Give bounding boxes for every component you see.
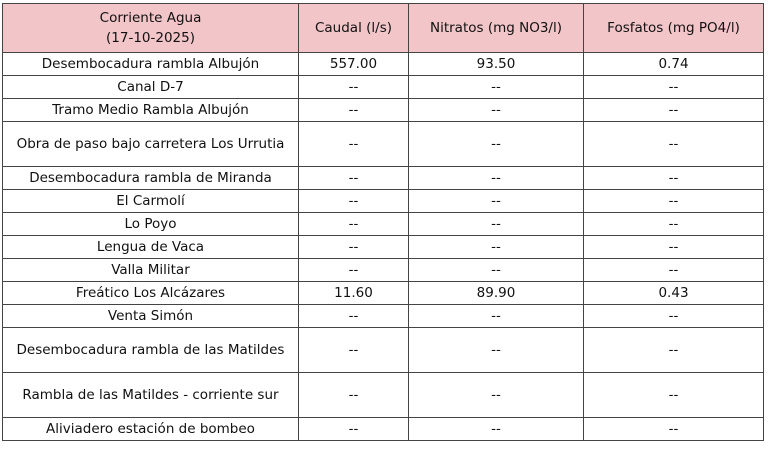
cell-fosfatos: --	[584, 167, 764, 190]
cell-location: Valla Militar	[3, 259, 299, 282]
cell-nitratos: --	[409, 213, 584, 236]
table-row	[3, 259, 764, 282]
cell-nitratos: 89.90	[409, 282, 584, 305]
cell-location: Rambla de las Matildes - corriente sur	[3, 373, 299, 418]
header-location	[3, 4, 299, 53]
cell-nitratos: --	[409, 259, 584, 282]
cell-nitratos: --	[409, 305, 584, 328]
cell-location: El Carmolí	[3, 190, 299, 213]
header-caudal: Caudal (l/s)	[299, 4, 409, 53]
cell-location: Lengua de Vaca	[3, 236, 299, 259]
header-location-title: Corriente Agua	[99, 9, 202, 26]
cell-fosfatos: --	[584, 190, 764, 213]
cell-caudal: --	[299, 418, 409, 441]
table-row	[3, 282, 764, 305]
cell-nitratos: --	[409, 373, 584, 418]
cell-nitratos: 93.50	[409, 53, 584, 76]
cell-fosfatos: --	[584, 328, 764, 373]
cell-nitratos: --	[409, 236, 584, 259]
water-quality-table	[2, 3, 764, 441]
cell-nitratos: --	[409, 76, 584, 99]
cell-caudal: --	[299, 213, 409, 236]
cell-nitratos: --	[409, 167, 584, 190]
table-row	[3, 373, 764, 418]
cell-caudal: --	[299, 190, 409, 213]
cell-fosfatos: --	[584, 418, 764, 441]
cell-caudal: --	[299, 76, 409, 99]
table-row	[3, 236, 764, 259]
table-header-row	[3, 4, 764, 53]
table-row	[3, 53, 764, 76]
cell-nitratos: --	[409, 418, 584, 441]
table-row	[3, 190, 764, 213]
cell-fosfatos: --	[584, 259, 764, 282]
table-row	[3, 167, 764, 190]
cell-fosfatos: --	[584, 99, 764, 122]
cell-caudal: --	[299, 373, 409, 418]
cell-caudal: --	[299, 99, 409, 122]
cell-nitratos: --	[409, 328, 584, 373]
header-nitratos: Nitratos (mg NO3/l)	[409, 4, 584, 53]
cell-caudal: --	[299, 122, 409, 167]
cell-location: Desembocadura rambla de las Matildes	[3, 328, 299, 373]
cell-location: Aliviadero estación de bombeo	[3, 418, 299, 441]
cell-fosfatos: --	[584, 236, 764, 259]
header-location-date: (17-10-2025)	[106, 30, 195, 46]
cell-fosfatos: --	[584, 213, 764, 236]
cell-location: Desembocadura rambla de Miranda	[3, 167, 299, 190]
cell-fosfatos: --	[584, 122, 764, 167]
cell-caudal: --	[299, 236, 409, 259]
cell-location: Desembocadura rambla Albujón	[3, 53, 299, 76]
cell-fosfatos: 0.43	[584, 282, 764, 305]
table-row	[3, 76, 764, 99]
cell-caudal: --	[299, 259, 409, 282]
table-row	[3, 122, 764, 167]
cell-location: Freático Los Alcázares	[3, 282, 299, 305]
table-row	[3, 213, 764, 236]
cell-caudal: --	[299, 328, 409, 373]
table-row	[3, 418, 764, 441]
table-row	[3, 99, 764, 122]
cell-caudal: 557.00	[299, 53, 409, 76]
cell-nitratos: --	[409, 99, 584, 122]
cell-location: Tramo Medio Rambla Albujón	[3, 99, 299, 122]
cell-nitratos: --	[409, 122, 584, 167]
table-row	[3, 328, 764, 373]
header-fosfatos: Fosfatos (mg PO4/l)	[584, 4, 764, 53]
cell-fosfatos: --	[584, 373, 764, 418]
cell-caudal: --	[299, 167, 409, 190]
cell-location: Venta Simón	[3, 305, 299, 328]
cell-location: Obra de paso bajo carretera Los Urrutia	[3, 122, 299, 167]
cell-nitratos: --	[409, 190, 584, 213]
table-row	[3, 305, 764, 328]
cell-caudal: 11.60	[299, 282, 409, 305]
cell-location: Lo Poyo	[3, 213, 299, 236]
cell-caudal: --	[299, 305, 409, 328]
cell-fosfatos: --	[584, 305, 764, 328]
cell-fosfatos: 0.74	[584, 53, 764, 76]
cell-location: Canal D-7	[3, 76, 299, 99]
cell-fosfatos: --	[584, 76, 764, 99]
